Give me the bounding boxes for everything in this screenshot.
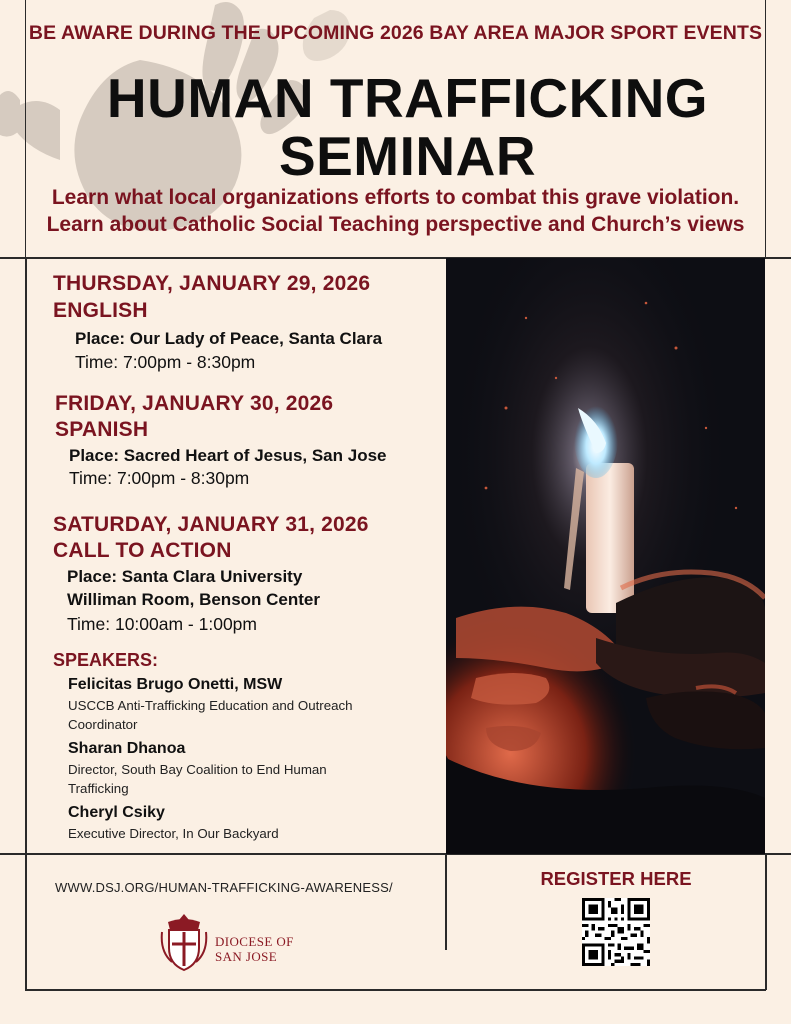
session-3-place: Place: Santa Clara University	[67, 567, 303, 586]
page-title-line1: HUMAN TRAFFICKING	[106, 67, 709, 129]
session-2-time: Time: 7:00pm - 8:30pm	[69, 468, 250, 488]
session-3-time: Time: 10:00am - 1:00pm	[67, 614, 257, 634]
session-3-language: CALL TO ACTION	[53, 539, 232, 562]
subtitle-line2: Learn about Catholic Social Teaching perspective and Church’s views	[46, 213, 745, 236]
session-3-date: SATURDAY, JANUARY 31, 2026	[53, 513, 369, 536]
session-1-time: Time: 7:00pm - 8:30pm	[75, 352, 256, 372]
speaker-1-role: USCCB Anti-Trafficking Education and Outreach Coordinator	[68, 698, 353, 732]
bottom-border	[25, 989, 766, 991]
speaker-3-name: Cheryl Csiky	[68, 804, 165, 821]
candle-photo	[446, 258, 765, 854]
session-1-place: Place: Our Lady of Peace, Santa Clara	[75, 329, 383, 348]
event-tagline: BE AWARE DURING THE UPCOMING 2026 BAY AREA MAJOR SPORT EVENTS	[28, 22, 763, 44]
qr-code[interactable]	[582, 898, 650, 966]
session-1-date: THURSDAY, JANUARY 29, 2026	[53, 272, 371, 295]
website-url[interactable]: WWW.DSJ.ORG/HUMAN-TRAFFICKING-AWARENESS/	[55, 880, 393, 895]
page-title-line2: SEMINAR	[278, 125, 537, 187]
diocese-name-line1: DIOCESE OF	[215, 934, 294, 949]
left-border	[25, 257, 27, 990]
diocese-name-line2: SAN JOSE	[215, 949, 278, 964]
diocese-crest-icon	[160, 912, 208, 974]
session-1-language: ENGLISH	[53, 299, 148, 322]
session-3-place-line2: Williman Room, Benson Center	[67, 590, 320, 609]
speaker-3-role: Executive Director, In Our Backyard	[68, 826, 279, 841]
speaker-2-name: Sharan Dhanoa	[68, 740, 186, 757]
speaker-2-role: Director, South Bay Coalition to End Human Trafficking	[68, 762, 327, 796]
session-2-language: SPANISH	[55, 418, 149, 441]
session-2-date: FRIDAY, JANUARY 30, 2026	[55, 392, 334, 415]
speaker-1-name: Felicitas Brugo Onetti, MSW	[68, 676, 283, 693]
session-2-place: Place: Sacred Heart of Jesus, San Jose	[69, 446, 387, 465]
register-heading: REGISTER HERE	[540, 868, 692, 889]
diocese-logo	[160, 912, 360, 976]
subtitle-line1: Learn what local organizations efforts to combat this grave violation.	[51, 186, 740, 209]
speakers-heading: SPEAKERS:	[53, 650, 159, 670]
